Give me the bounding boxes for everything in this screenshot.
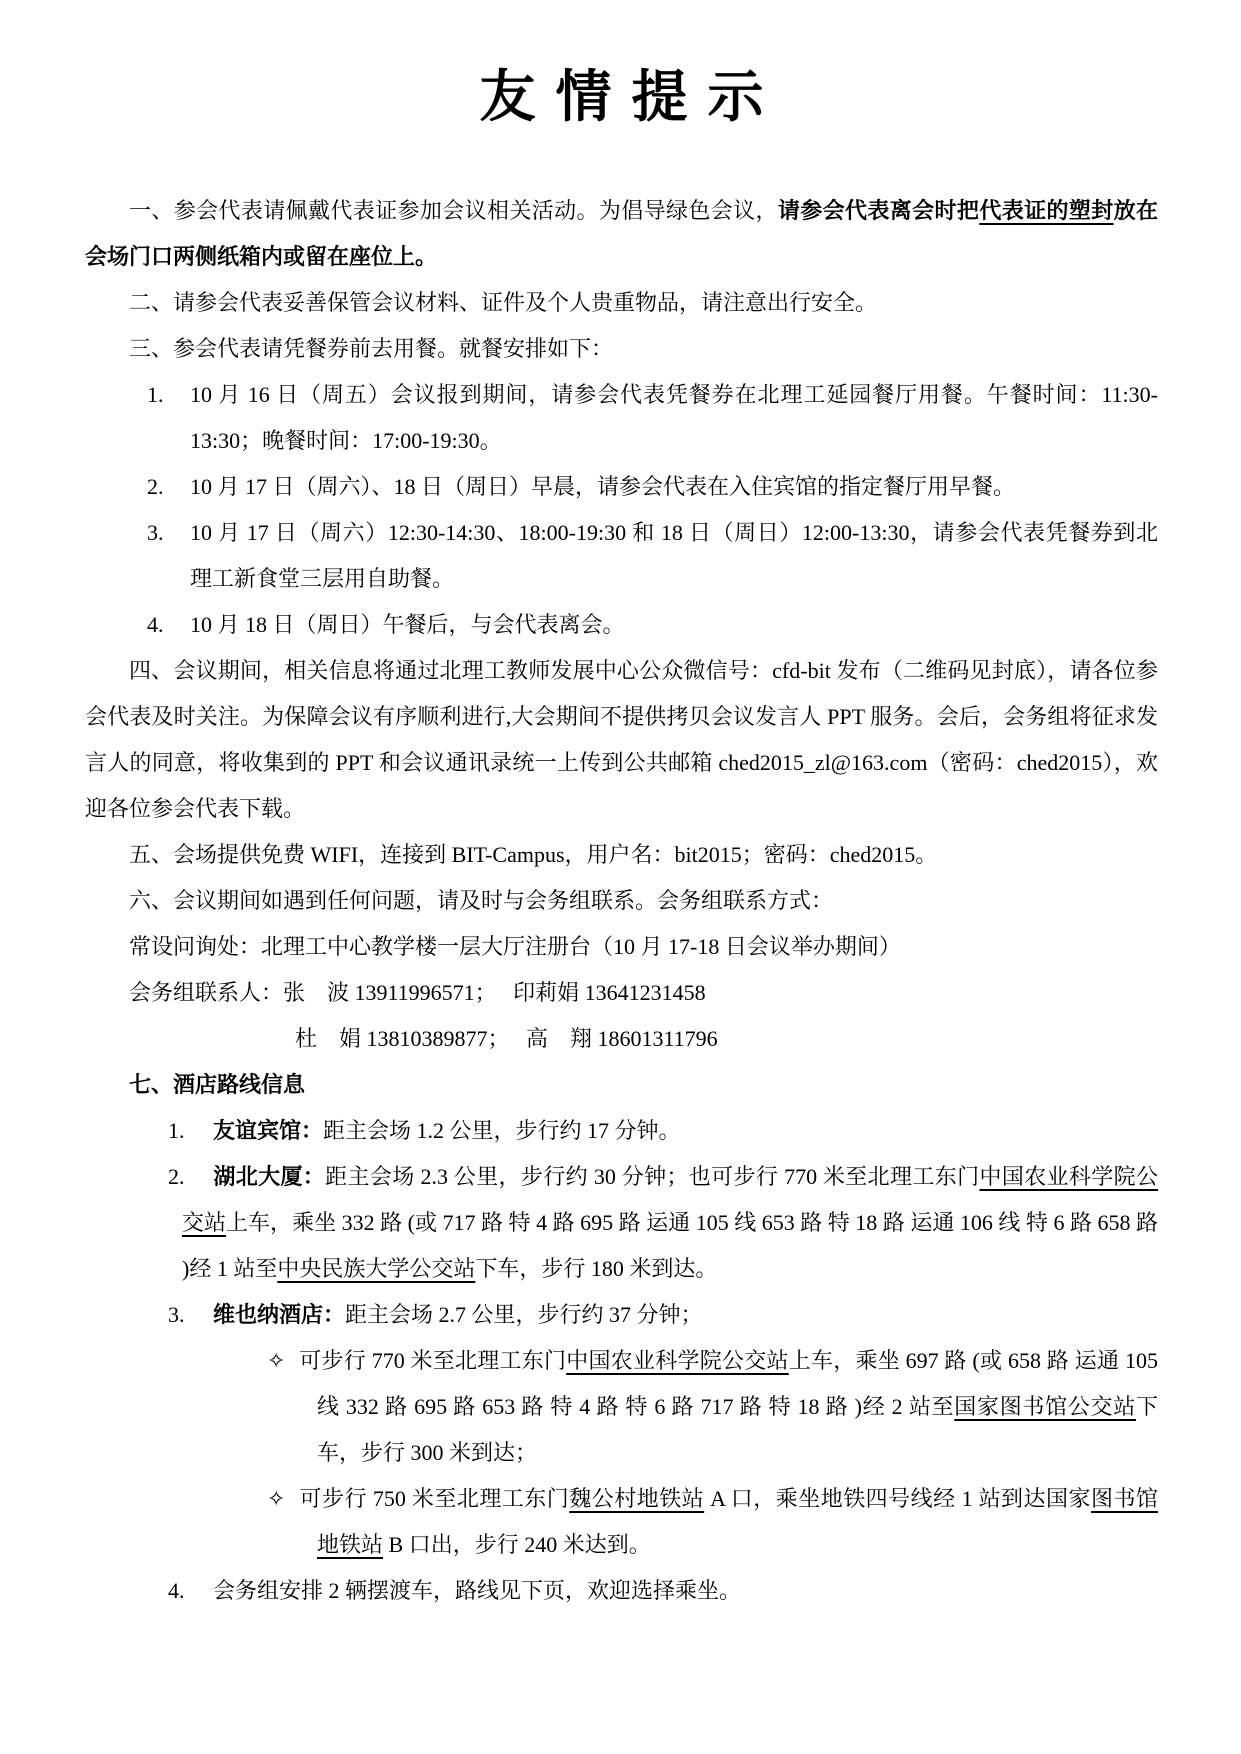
text-segment: 中国农业科学院公交站 [566,1348,789,1373]
text-segment: 一、参会代表请佩戴代表证参加会议相关活动。为倡导绿色会议， [129,198,778,223]
text-segment: 杜 娟 13810389877； 高 翔 18601311796 [295,1026,718,1051]
text-segment: 四、会议期间，相关信息将通过北理工教师发展中心公众微信号：cfd-bit 发布（二维码见封底），请各位参会代表及时关注。为保障会议有序顺利进行,大会期间不提供拷贝会议发言人 PPT 服务。会后，会务组将征求发言人的同意，将收集到的 PPT 和会议通讯录统一上传到公共邮箱 ched2015_zl@163.com（密码：ched2015），欢迎各位参会代表下载。 [85,658,1158,821]
contact-line-inquiry [85,924,1158,970]
page-title: 友情提示 [479,67,784,129]
text-segment: 可步行 750 米至北理工东门 [299,1486,570,1511]
contact-line-2 [85,1016,1158,1062]
shuttle-note [85,1568,1158,1614]
text-segment: 魏公村地铁站 [569,1486,705,1511]
meal-list-item-1 [85,372,1158,464]
text-segment: 国家图书馆公交站 [954,1394,1136,1419]
vienna-route-bus [85,1338,1158,1476]
para-wifi [85,832,1158,878]
para-badge-notice [85,188,1158,280]
text-segment: 图书馆地铁站 [317,1486,1158,1557]
list-number: 1. [168,1118,185,1143]
text-segment: 距主会场 1.2 公里，步行约 17 分钟。 [323,1118,681,1143]
text-segment: 六、会议期间如遇到任何问题，请及时与会务组联系。会务组联系方式： [129,888,834,913]
list-number: 4. [147,612,164,637]
text-segment: 请参会代表离会时把 [777,198,980,223]
text-segment: 五、会场提供免费 WIFI，连接到 BIT-Campus，用户名：bit2015；密码：ched2015。 [129,842,938,867]
hotel-item-vienna [85,1292,1158,1338]
text-segment: 下车，步行 300 米到达； [317,1394,1158,1465]
meal-list-item-2 [85,464,1158,510]
text-segment: 上车，乘坐 697 路 (或 658 路 运通 105 线 332 路 695 路 653 路 特 4 路 特 6 路 717 路 特 18 路 )经 2 站至 [317,1348,1158,1419]
list-number: 3. [147,520,164,545]
text-segment: 10 月 17 日（周六）、18 日（周日）早晨，请参会代表在入住宾馆的指定餐厅用早餐。 [190,474,1016,499]
text-segment: 维也纳酒店： [213,1302,346,1327]
list-number: 3. [168,1302,185,1327]
text-segment: 会务组联系人：张 波 13911996571； 印莉娟 13641231458 [129,980,706,1005]
document-body [85,188,1158,1614]
para-meal-intro [85,326,1158,372]
para-wechat-ppt [85,648,1158,832]
contact-line-1 [85,970,1158,1016]
text-segment: 可步行 770 米至北理工东门 [299,1348,567,1373]
vienna-route-subway [85,1476,1158,1568]
text-segment: 湖北大厦： [213,1164,326,1189]
text-segment: 距主会场 2.7 公里，步行约 37 分钟； [345,1302,703,1327]
text-segment: B 口出，步行 240 米达到。 [383,1532,651,1557]
hotel-item-hubei [85,1154,1158,1292]
list-number: 2. [147,474,164,499]
text-segment: 距主会场 2.3 公里，步行约 30 分钟；也可步行 770 米至北理工东门 [325,1164,980,1189]
text-segment: 10 月 16 日（周五）会议报到期间，请参会代表凭餐券在北理工延园餐厅用餐。午餐时间：11:30-13:30；晚餐时间：17:00-19:30。 [190,382,1158,453]
list-number: 4. [168,1578,185,1603]
diamond-bullet-icon: ✧ [267,1348,286,1373]
meal-list-item-4 [85,602,1158,648]
text-segment: 放在会场门口两侧纸箱内或留在座位上。 [85,198,1158,269]
para-keep-materials [85,280,1158,326]
list-number: 1. [147,382,164,407]
text-segment: 三、参会代表请凭餐券前去用餐。就餐安排如下： [129,336,614,361]
text-segment: 10 月 17 日（周六）12:30-14:30、18:00-19:30 和 18 日（周日）12:00-13:30，请参会代表凭餐券到北理工新食堂三层用自助餐。 [190,520,1158,591]
text-segment: 常设问询处：北理工中心教学楼一层大厅注册台（10 月 17-18 日会议举办期间） [129,934,901,959]
text-segment: 中国农业科学院公交站 [182,1164,1158,1235]
text-segment: 中央民族大学公交站 [277,1256,476,1281]
text-segment: 二、请参会代表妥善保管会议材料、证件及个人贵重物品，请注意出行安全。 [129,290,878,315]
hotel-item-youyi [85,1108,1158,1154]
text-segment: 七、酒店路线信息 [129,1072,306,1097]
meal-list-item-3 [85,510,1158,602]
section-hotel-routes [85,1062,1158,1108]
diamond-bullet-icon: ✧ [267,1486,286,1511]
list-number: 2. [168,1164,185,1189]
text-segment: 友谊宾馆： [213,1118,324,1143]
text-segment: 会务组安排 2 辆摆渡车，路线见下页，欢迎选择乘坐。 [213,1578,742,1603]
text-segment: 下车，步行 180 米到达。 [475,1256,718,1281]
text-segment: 10 月 18 日（周日）午餐后，与会代表离会。 [190,612,625,637]
text-segment: 上车，乘坐 332 路 (或 717 路 特 4 路 695 路 运通 105 线 653 路 特 18 路 运通 106 线 特 6 路 658 路 )经 1 站至 [182,1210,1158,1281]
para-contact-intro [85,878,1158,924]
text-segment: 代表证的塑封 [979,198,1114,223]
text-segment: A 口，乘坐地铁四号线经 1 站到达国家 [704,1486,1091,1511]
